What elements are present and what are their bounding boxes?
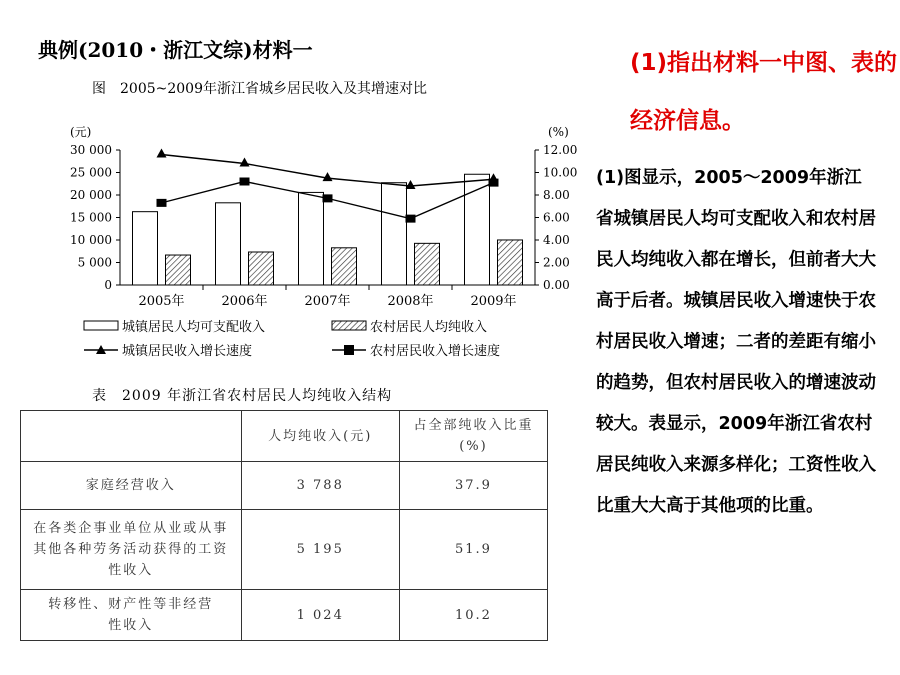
table-header-row — [21, 411, 548, 462]
left-axis-tick-label: 0 — [104, 278, 112, 292]
point-rural-growth — [157, 199, 167, 207]
bar-rural-income — [498, 240, 523, 285]
right-axis-tick-label: 2.00 — [543, 255, 570, 270]
chart-caption: 图 2005~2009年浙江省城乡居民收入及其增速对比 — [92, 81, 427, 97]
point-rural-growth — [240, 178, 250, 186]
income-structure-table — [20, 410, 548, 641]
table-caption: 表 2009 年浙江省农村居民人均纯收入结构 — [92, 388, 393, 404]
left-axis-tick-label: 15 000 — [70, 210, 112, 225]
point-urban-growth — [157, 149, 167, 158]
point-rural-growth — [406, 215, 416, 223]
right-axis-tick-label: 4.00 — [543, 233, 570, 247]
table-cell: 1 024 — [241, 590, 399, 641]
table-cell: 在各类企事业单位从业或从事其他各种劳务活动获得的工资性收入 — [21, 510, 242, 590]
table-row — [21, 510, 548, 590]
bar-rural-income — [415, 243, 440, 285]
table-header-cell: 人均纯收入(元) — [241, 411, 399, 462]
right-axis-tick-label: 10.00 — [543, 165, 578, 180]
answer-text: (1)图显示，2005～2009年浙江省城镇居民人均可支配收入和农村居民人均纯收入都在增长，但前者大大高于后者。城镇居民收入增速快于农村居民收入增速；二者的差距有缩小的趋势，但农村居民收入的增速波动较大。表显示，2009年浙江省农村居民纯收入来源多样化；工资性收入比重大大高于其他项的比重。 — [596, 168, 876, 516]
bar-rural-income — [249, 252, 274, 285]
point-urban-growth — [240, 158, 250, 167]
table-header-cell: 占全部纯收入比重(%) — [399, 411, 547, 462]
table-cell: 10.2 — [399, 590, 547, 641]
x-axis-tick-label: 2008年 — [387, 294, 434, 309]
table-cell: 转移性、财产性等非经营性收入 — [21, 590, 242, 641]
legend-square-icon — [344, 345, 354, 355]
table-row — [21, 462, 548, 510]
legend-label-urban-income: 城镇居民人均可支配收入 — [122, 320, 266, 335]
right-axis-tick-label: 8.00 — [543, 188, 570, 202]
left-axis-tick-label: 20 000 — [70, 188, 112, 202]
right-axis-unit: (%) — [548, 125, 569, 139]
bar-urban-income — [133, 212, 158, 285]
legend-swatch-rural-income — [332, 321, 366, 330]
left-axis-tick-label: 30 000 — [70, 143, 112, 157]
legend-label-rural-income: 农村居民人均纯收入 — [370, 320, 488, 335]
bar-urban-income — [216, 203, 241, 285]
table-header-cell — [21, 411, 242, 462]
x-axis-tick-label: 2007年 — [304, 294, 351, 309]
point-rural-growth — [489, 179, 499, 187]
line-urban-growth — [162, 155, 494, 187]
bar-urban-income — [299, 192, 324, 285]
chart-legend — [84, 319, 500, 359]
table-row — [21, 590, 548, 641]
right-axis-tick-label: 6.00 — [543, 210, 570, 225]
bar-urban-income — [382, 183, 407, 285]
legend-label-urban-growth: 城镇居民收入增长速度 — [122, 344, 253, 359]
right-axis-tick-label: 12.00 — [543, 143, 578, 157]
income-chart — [60, 110, 580, 370]
right-axis-tick-label: 0.00 — [543, 278, 570, 292]
table-cell: 3 788 — [241, 462, 399, 510]
table-cell: 51.9 — [399, 510, 547, 590]
x-axis-tick-label: 2005年 — [138, 294, 185, 309]
legend-swatch-urban-income — [84, 321, 118, 330]
bar-urban-income — [465, 174, 490, 285]
x-axis-tick-label: 2009年 — [470, 294, 517, 309]
left-axis-tick-label: 25 000 — [70, 165, 112, 180]
table-cell: 家庭经营收入 — [21, 462, 242, 510]
bar-rural-income — [166, 255, 191, 285]
chart-svg — [60, 110, 580, 370]
bar-rural-income — [332, 248, 357, 285]
point-urban-growth — [323, 172, 333, 181]
question-text: (1)指出材料一中图、表的经济信息。 — [630, 50, 898, 134]
legend-label-rural-growth: 农村居民收入增长速度 — [370, 344, 501, 359]
table-cell: 37.9 — [399, 462, 547, 510]
left-axis-tick-label: 10 000 — [70, 233, 112, 247]
left-axis-tick-label: 5 000 — [77, 255, 112, 270]
table-cell: 5 195 — [241, 510, 399, 590]
left-axis-unit: (元) — [70, 125, 92, 139]
point-rural-growth — [323, 194, 333, 202]
example-heading: 典例(2010・浙江文综)材料一 — [38, 38, 313, 62]
x-axis-tick-label: 2006年 — [221, 294, 268, 309]
